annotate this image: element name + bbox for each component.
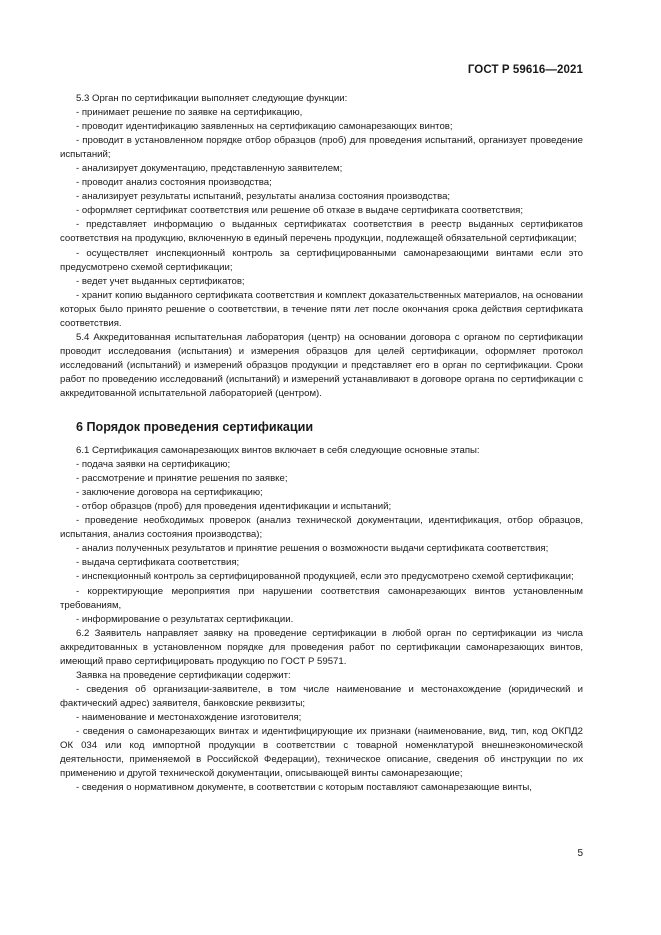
list-item: - подача заявки на сертификацию; bbox=[76, 459, 231, 471]
list-item: - инспекционный контроль за сертифицированной продукцией, если это предусмотрено схемой сертификации; bbox=[76, 571, 574, 583]
section-title: 6 Порядок проведения сертификации bbox=[76, 420, 314, 435]
paragraph: 6.2 Заявитель направляет заявку на проведение сертификации в любой орган по сертификации из числа аккредитованных в установленном порядке для проведения работ по сертификации самонарезающих винтов, имеющий право сертифицировать продукцию по ГОСТ Р 59571. bbox=[60, 627, 583, 667]
document-body bbox=[60, 92, 583, 795]
list-item: - сведения о нормативном документе, в соответствии с которым поставляют самонарезающие винты, bbox=[76, 782, 532, 794]
list-item: - корректирующие мероприятия при нарушении соответствия самонарезающих винтов установленным требованиям, bbox=[60, 585, 583, 611]
paragraph: 6.1 Сертификация самонарезающих винтов включает в себя следующие основные этапы: bbox=[76, 445, 480, 457]
list-item: - оформляет сертификат соответствия или решение об отказе в выдаче сертификата соответствия; bbox=[76, 205, 524, 217]
list-item: - проводит идентификацию заявленных на сертификацию самонарезающих винтов; bbox=[76, 121, 453, 133]
list-item: - наименование и местонахождение изготовителя; bbox=[76, 711, 302, 723]
list-item: - отбор образцов (проб) для проведения идентификации и испытаний; bbox=[76, 501, 392, 513]
list-item: - ведет учет выданных сертификатов; bbox=[76, 275, 245, 287]
list-item: - сведения о самонарезающих винтах и идентифицирующие их признаки (наименование, вид, тип, код ОКПД2 ОК 034 или код импортной продукции в соответствии с товарной номенклатурой внешнеэкономической деятельности, применяемой в Российской Федерации), техническое описание, сведения об инструкции по их применению и другой технической документации, описывающей винты самонарезающие; bbox=[60, 725, 583, 780]
list-item: - проводит анализ состояния производства; bbox=[76, 177, 272, 189]
list-item: - проведение необходимых проверок (анализ технической документации, идентификация, отбор образцов, испытания, анализ состояния производства); bbox=[60, 515, 583, 541]
list-item: - выдача сертификата соответствия; bbox=[76, 557, 240, 569]
list-item: - принимает решение по заявке на сертификацию, bbox=[76, 107, 303, 119]
list-item: - заключение договора на сертификацию; bbox=[76, 487, 263, 499]
list-item: - проводит в установленном порядке отбор образцов (проб) для проведения испытаний, организует проведение испытаний; bbox=[60, 135, 583, 161]
paragraph: 5.4 Аккредитованная испытательная лаборатория (центр) на основании договора с органом по сертификации проводит исследования (испытания) и измерения образцов для целей сертификации, оформляет протокол исследований (испытаний) и измерений образцов продукции и представляет его в орган по сертификации. Сроки работ по проведению исследований (испытаний) и измерений устанавливают в договоре органа по сертификации с аккредитованной испытательной лабораторией (центром). bbox=[60, 331, 583, 399]
list-item: - представляет информацию о выданных сертификатах соответствия в реестр выданных сертификатов соответствия на продукцию, включенную в единый перечень продукции, подлежащей обязательной сертификации; bbox=[60, 219, 583, 245]
paragraph: Заявка на проведение сертификации содержит: bbox=[76, 669, 291, 681]
document-id: ГОСТ Р 59616—2021 bbox=[467, 64, 583, 76]
list-item: - рассмотрение и принятие решения по заявке; bbox=[76, 473, 288, 485]
list-item: - анализирует документацию, представленную заявителем; bbox=[76, 163, 343, 175]
list-item: - анализирует результаты испытаний, результаты анализа состояния производства; bbox=[76, 191, 451, 203]
page-number: 5 bbox=[577, 848, 583, 859]
list-item: - анализ полученных результатов и принятие решения о возможности выдачи сертификата соответствия; bbox=[76, 543, 549, 555]
list-item: - информирование о результатах сертификации. bbox=[76, 613, 294, 625]
list-item: - осуществляет инспекционный контроль за сертифицированными самонарезающими винтами если это предусмотрено схемой сертификации; bbox=[60, 247, 583, 273]
list-item: - сведения об организации-заявителе, в том числе наименование и местонахождение (юридический и фактический адрес) заявителя, банковские реквизиты; bbox=[60, 683, 583, 709]
paragraph: 5.3 Орган по сертификации выполняет следующие функции: bbox=[76, 93, 348, 104]
list-item: - хранит копию выданного сертификата соответствия и комплект доказательственных материалов, на основании которых было принято решение о соответствии, в течение пяти лет после окончания срока действия сертификата соответствия. bbox=[60, 289, 583, 329]
